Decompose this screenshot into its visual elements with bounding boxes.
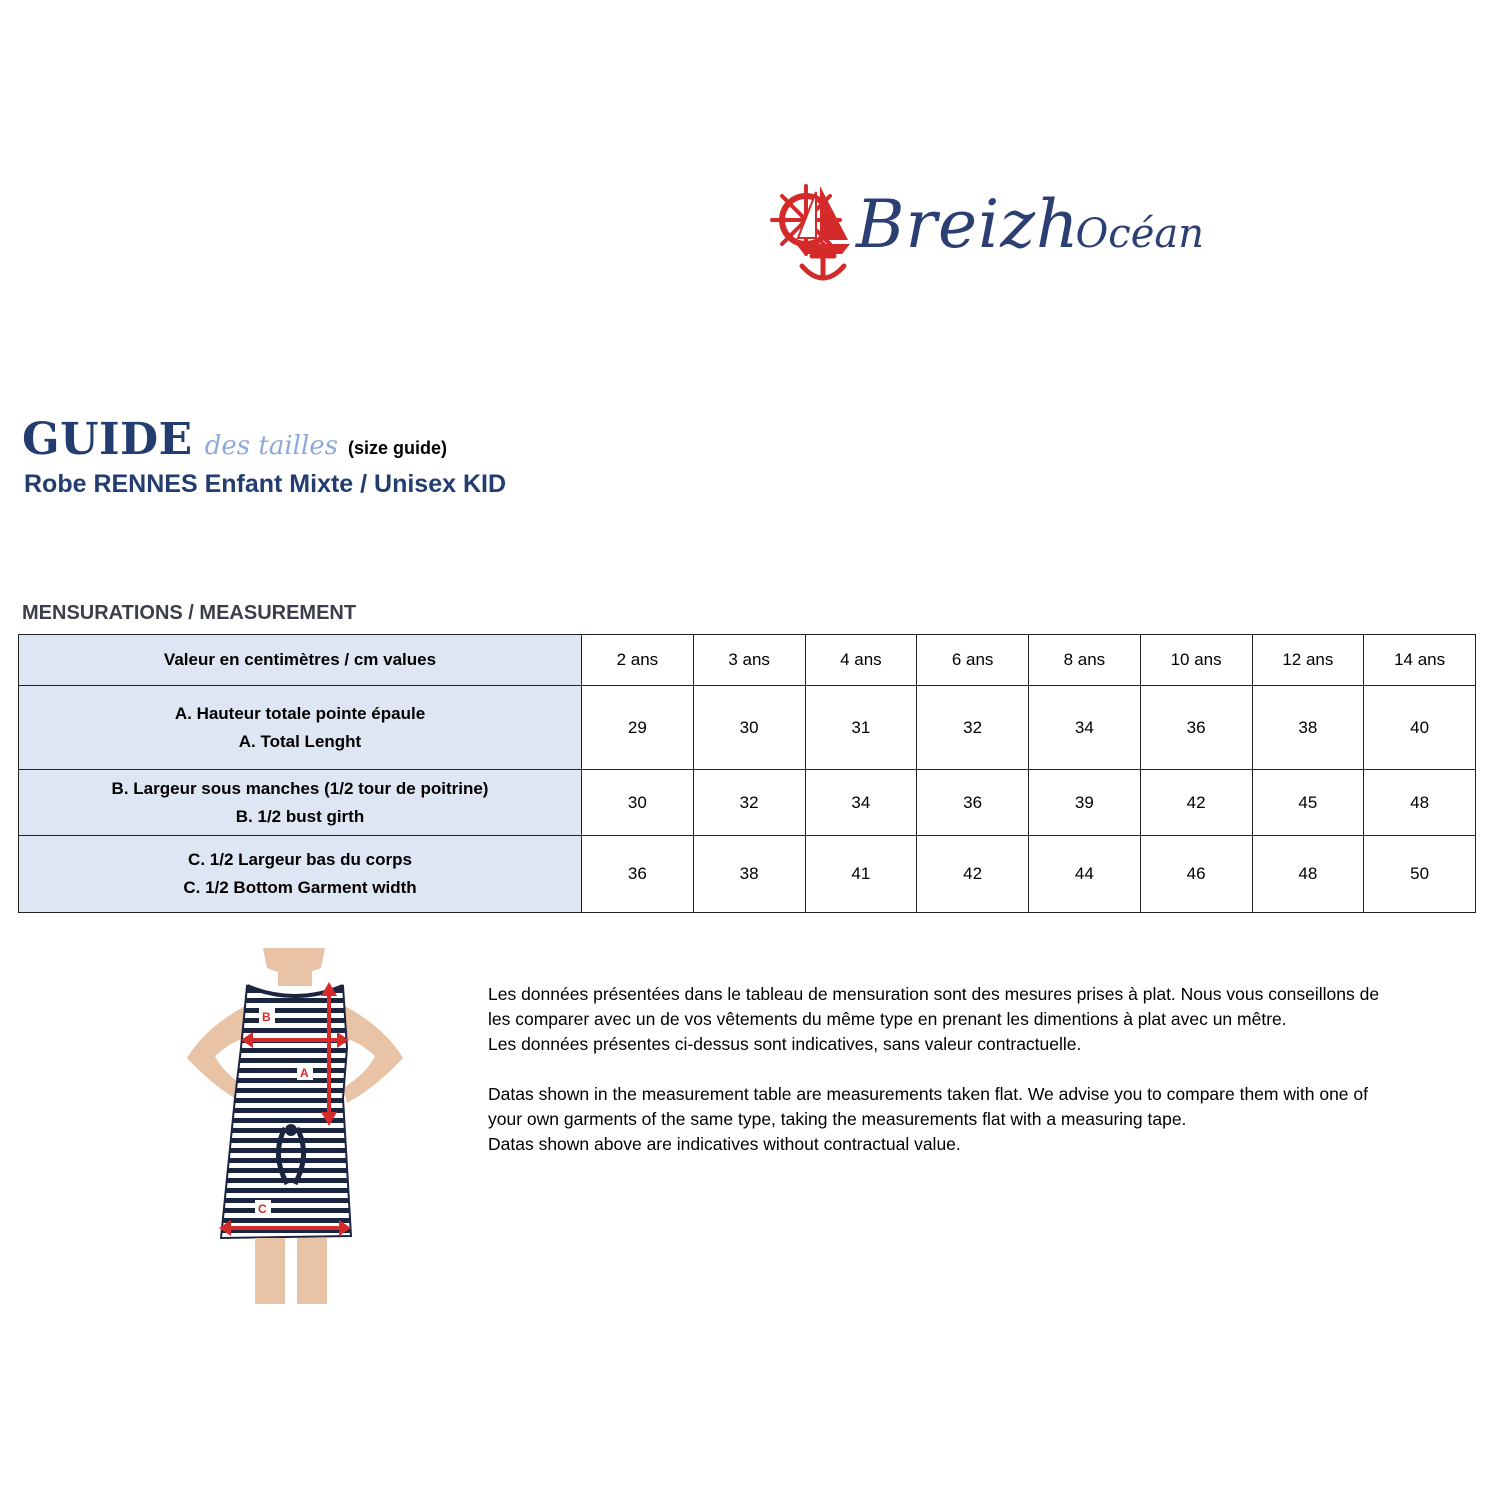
brand-wordmark: [856, 186, 1204, 263]
size-header: 4 ans: [805, 635, 917, 686]
dress-illustration: [175, 948, 415, 1308]
table-cell: 42: [1140, 770, 1252, 836]
product-subtitle: Robe RENNES Enfant Mixte / Unisex KID: [24, 470, 507, 498]
note-en-1: Datas shown in the measurement table are measurements taken flat. We advise you to compare them with one of your own garments of the same type, taking the measurements flat with a measuring tape.: [488, 1084, 1368, 1129]
table-cell: 36: [1140, 686, 1252, 770]
table-cell: 29: [582, 686, 694, 770]
brand-name-1: Breizh: [856, 186, 1080, 263]
page-title: GUIDE: [22, 414, 193, 465]
table-cell: 39: [1029, 770, 1141, 836]
table-row: [19, 770, 1476, 836]
table-cell: 32: [917, 686, 1029, 770]
note-fr-1: Les données présentées dans le tableau de mensuration sont des mesures prises à plat. Nous vous conseillons de les comparer avec un de vos vêtements du même type en prenant les dimentions à plat avec un mêtre.: [488, 984, 1380, 1029]
row-label: [19, 686, 582, 770]
table-cell: 48: [1364, 770, 1476, 836]
title-block: [22, 414, 447, 465]
size-header: 2 ans: [582, 635, 694, 686]
size-header: 10 ans: [1140, 635, 1252, 686]
size-header: 3 ans: [693, 635, 805, 686]
size-table: [18, 634, 1476, 913]
striped-dress-figure: [175, 948, 415, 1308]
row-label-fr: A. Hauteur totale pointe épaule: [174, 703, 426, 723]
marker-c-label: C: [258, 1202, 267, 1216]
table-cell: 46: [1140, 836, 1252, 913]
table-cell: 30: [582, 770, 694, 836]
table-cell: 34: [1029, 686, 1141, 770]
table-cell: 38: [1252, 686, 1364, 770]
table-cell: 50: [1364, 836, 1476, 913]
ship-wheel-sailboat-anchor-icon: [768, 178, 858, 288]
marker-b-label: B: [262, 1010, 271, 1024]
section-heading: MENSURATIONS / MEASUREMENT: [22, 602, 357, 624]
measurement-notes: [488, 982, 1388, 1157]
table-cell: 38: [693, 836, 805, 913]
table-cell: 31: [805, 686, 917, 770]
table-cell: 32: [693, 770, 805, 836]
table-cell: 45: [1252, 770, 1364, 836]
row-label-en: B. 1/2 bust girth: [235, 806, 365, 826]
size-header: 12 ans: [1252, 635, 1364, 686]
table-header-row: [19, 635, 1476, 686]
table-cell: 34: [805, 770, 917, 836]
table-cell: 36: [582, 836, 694, 913]
table-cell: 41: [805, 836, 917, 913]
row-label: [19, 770, 582, 836]
row-label-fr: C. 1/2 Largeur bas du corps: [188, 850, 412, 869]
size-header: 14 ans: [1364, 635, 1476, 686]
size-header: 8 ans: [1029, 635, 1141, 686]
size-header: 6 ans: [917, 635, 1029, 686]
row-label-en: A. Total Lenght: [238, 731, 362, 751]
table-cell: 48: [1252, 836, 1364, 913]
table-cell: 40: [1364, 686, 1476, 770]
row-label-fr: B. Largeur sous manches (1/2 tour de poitrine): [111, 778, 489, 798]
title-translation: (size guide): [348, 438, 448, 458]
header-label: Valeur en centimètres / cm values: [19, 635, 582, 686]
table-row: [19, 686, 1476, 770]
note-fr-2: Les données présentes ci-dessus sont indicatives, sans valeur contractuelle.: [488, 1034, 1082, 1054]
note-en-2: Datas shown above are indicatives without contractual value.: [488, 1134, 961, 1154]
row-label-en: C. 1/2 Bottom Garment width: [183, 878, 417, 897]
table-cell: 30: [693, 686, 805, 770]
brand-name-2: Océan: [1075, 211, 1204, 257]
title-script: des tailles: [204, 431, 338, 461]
table-cell: 42: [917, 836, 1029, 913]
table-row: [19, 836, 1476, 913]
brand-logo: [768, 178, 1204, 296]
table-cell: 36: [917, 770, 1029, 836]
marker-a-label: A: [300, 1066, 309, 1080]
row-label: [19, 836, 582, 913]
table-cell: 44: [1029, 836, 1141, 913]
